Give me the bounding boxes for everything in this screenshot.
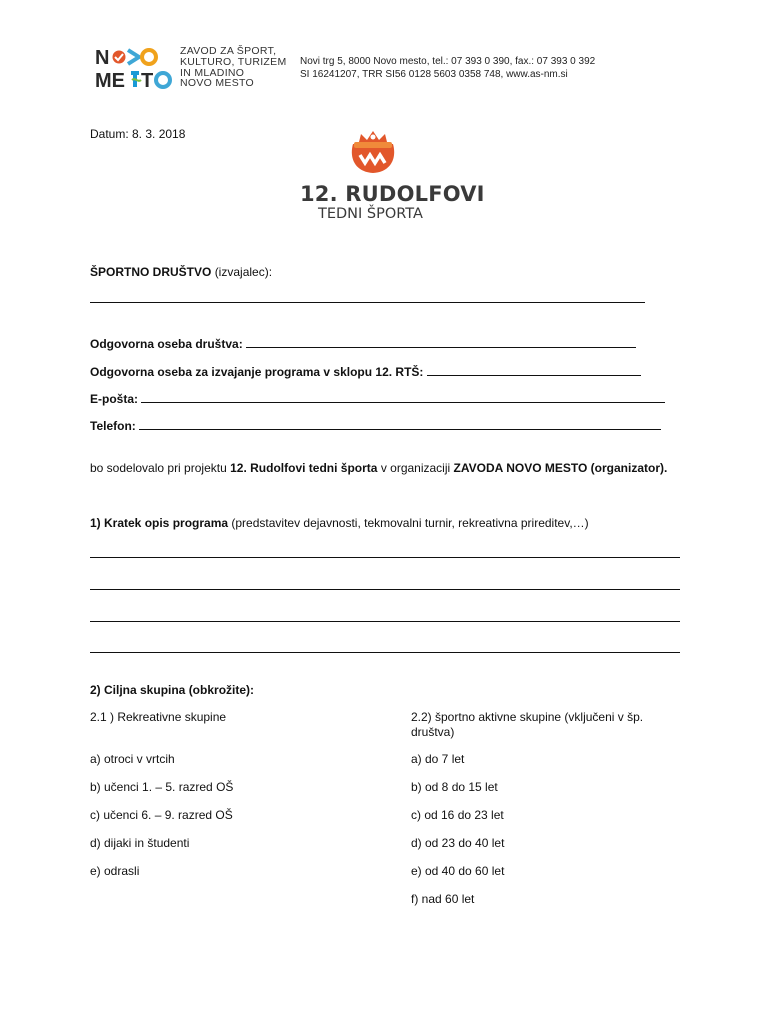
svg-text:ME: ME [95,70,125,90]
contact-line: SI 16241207, TRR SI56 0128 5603 0358 748, www.as-nm.si [300,69,568,80]
program-person-field [90,364,641,379]
participation-prefix: bo sodelovalo pri projektu [90,461,227,475]
description-line-4[interactable] [90,652,680,653]
header-contact [300,55,595,81]
section-program-description [90,516,589,530]
document-date: Datum: 8. 3. 2018 [90,127,186,141]
organization-name-line: NOVO MESTO [180,77,254,90]
description-line-3[interactable] [90,621,680,622]
club-label-suffix: (izvajalec): [214,265,273,279]
phone-label: Telefon: [90,419,136,433]
crown-emblem-icon [345,128,401,176]
event-title: 12. RUDOLFOVI [300,182,485,206]
organizer-role: (organizator). [590,461,668,475]
organization-name-line: IN MLADINO [180,66,245,79]
responsible-person-label: Odgovorna oseba društva: [90,337,243,351]
program-person-label: Odgovorna oseba za izvajanje programa v sklopu 12. RTŠ: [90,365,424,379]
recreational-groups-heading: 2.1 ) Rekreativne skupine [90,710,227,724]
club-input[interactable] [90,291,645,303]
recreational-option[interactable]: c) učenci 6. – 9. razred OŠ [90,808,233,822]
section-1-hint: (predstavitev dejavnosti, tekmovalni turnir, rekreativna prireditev,…) [231,516,589,530]
organization-name-line: ZAVOD ZA ŠPORT, [180,45,277,57]
club-field [90,265,272,279]
recreational-option[interactable]: b) učenci 1. – 5. razred OŠ [90,780,234,794]
email-label: E-pošta: [90,392,138,406]
active-option[interactable]: c) od 16 do 23 let [411,808,504,822]
organizer-name: ZAVODA NOVO MESTO [453,461,588,475]
organization-name [180,46,287,89]
participation-statement [90,461,680,476]
project-name: 12. Rudolfovi tedni športa [230,461,378,475]
active-option[interactable]: e) od 40 do 60 let [411,864,505,878]
organization-logo [95,46,175,90]
phone-input[interactable] [139,418,661,430]
responsible-person-field [90,336,636,351]
active-option[interactable]: b) od 8 do 15 let [411,780,498,794]
phone-field [90,418,661,433]
active-option[interactable]: f) nad 60 let [411,892,475,906]
recreational-option[interactable]: d) dijaki in študenti [90,836,190,850]
recreational-option[interactable]: a) otroci v vrtcih [90,752,175,766]
active-option[interactable]: d) od 23 do 40 let [411,836,505,850]
program-person-input[interactable] [427,364,641,376]
email-input[interactable] [141,391,665,403]
section-2-heading: 2) Ciljna skupina (obkrožite): [90,683,255,697]
svg-text:N: N [95,47,110,69]
responsible-person-input[interactable] [246,336,636,348]
participation-middle: v organizaciji [380,461,451,475]
organization-name-line: KULTURO, TURIZEM [180,55,287,68]
description-line-1[interactable] [90,557,680,558]
active-option[interactable]: a) do 7 let [411,752,465,766]
event-subtitle: TEDNI ŠPORTA [318,206,423,222]
recreational-option[interactable]: e) odrasli [90,864,140,878]
description-line-2[interactable] [90,589,680,590]
svg-text:T: T [141,70,154,90]
active-groups-heading: 2.2) športno aktivne skupine (vključeni v šp. društva) [411,710,644,739]
email-field [90,391,665,406]
section-1-heading: 1) Kratek opis programa [90,516,229,530]
contact-line: Novi trg 5, 8000 Novo mesto, tel.: 07 393 0 390, fax.: 07 393 0 392 [300,56,596,67]
club-label: ŠPORTNO DRUŠTVO [90,265,212,279]
